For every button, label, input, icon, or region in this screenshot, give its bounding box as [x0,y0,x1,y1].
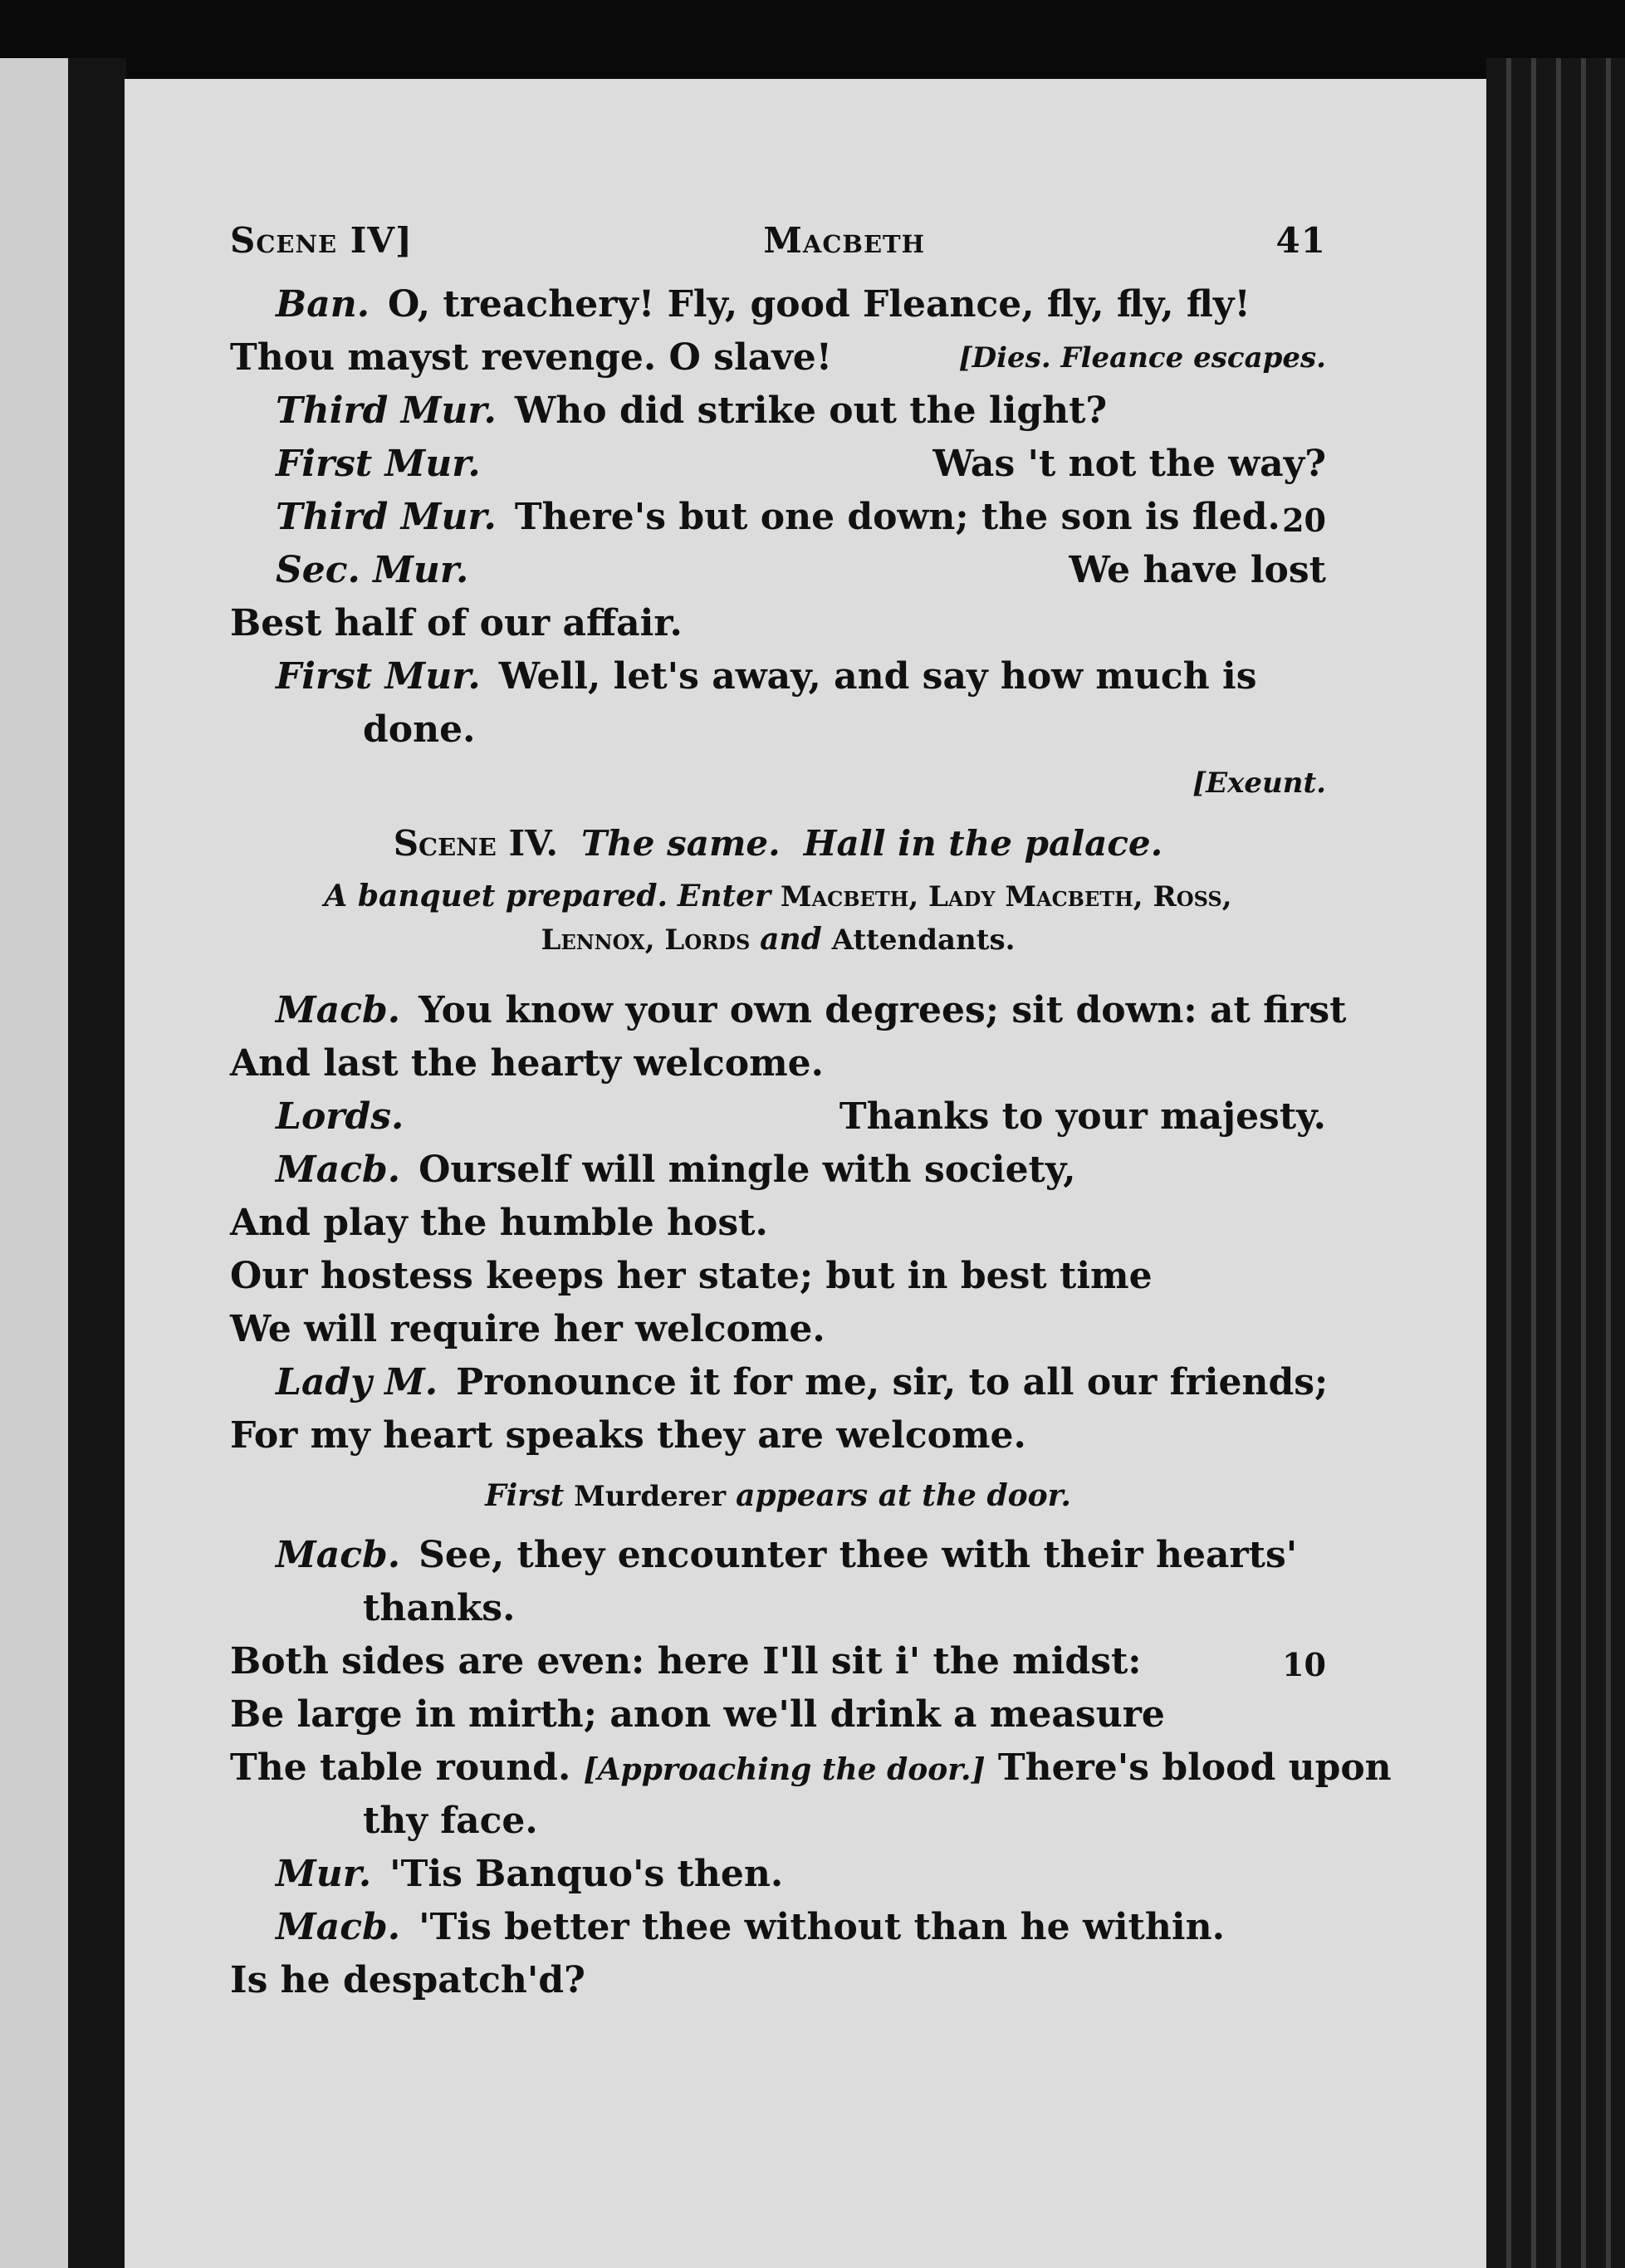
verse-line [230,1303,1326,1356]
verse-text: The table round. [230,1746,571,1789]
verse-text: Our hostess keeps her state; but in best time [230,1255,1153,1297]
verse-line [230,1582,1326,1635]
verse-text: See, they encounter thee with their hearts' [418,1534,1298,1576]
verse-line [230,385,1326,438]
verse-text: Who did strike out the light? [514,389,1108,432]
speaker-name: Macb. [276,989,401,1031]
verse-line [230,650,1326,703]
speaker-name: Lords. [276,1095,404,1138]
verse-line [230,491,1326,544]
verse-line [230,1688,1326,1741]
stage-direction: [Exeunt. [1192,767,1326,800]
verse-line [230,438,1326,491]
running-header [230,220,1326,278]
spacer [230,961,1326,984]
verse-line [230,703,1326,757]
verse-text: There's blood upon [997,1746,1392,1789]
verse-text: Pronounce it for me, sir, to all our friends; [456,1361,1329,1403]
page-text [230,220,1392,2007]
verse-line [230,1635,1326,1688]
speaker-name: Mur. [276,1853,372,1895]
verse-text: Ourself will mingle with society, [418,1149,1076,1191]
verse-text: There's but one down; the son is fled. [514,496,1280,538]
scene-label: Scene IV. [393,823,558,864]
stage-direction: [Approaching the door.] [583,1752,986,1787]
entry-names: Macbeth, Lady Macbeth, Ross, [780,880,1232,914]
verse-text: You know your own degrees; sit down: at first [418,989,1347,1031]
verse-line [230,1741,1392,1795]
verse-line [230,984,1347,1037]
entry-and: and [760,922,822,957]
verse-text: Well, let's away, and say how much is [498,655,1257,698]
verse-text: And last the hearty welcome. [230,1042,824,1085]
speaker-name: Ban. [276,283,370,326]
verse-text: Was 't not the way? [932,443,1326,485]
line-number: 20 [1282,502,1326,539]
book-gutter [68,58,126,2268]
verse-line [230,1848,1326,1901]
verse-text: done. [363,708,476,751]
entry-names: Attendants. [831,923,1016,957]
verse-text: 'Tis Banquo's then. [389,1853,784,1895]
entry-direction [230,918,1326,961]
stage-direction: First [485,1478,565,1513]
page-number: 41 [1275,220,1326,261]
verse-text: thy face. [363,1800,538,1842]
line-number: 10 [1282,1646,1326,1683]
verse-text: Thanks to your majesty. [839,1095,1326,1138]
stage-direction: appears at the door. [736,1478,1071,1513]
verse-line [230,544,1326,597]
speaker-name: Macb. [276,1149,401,1191]
verse-text: For my heart speaks they are welcome. [230,1414,1026,1457]
verse-text: thanks. [363,1587,516,1629]
stage-direction-line [230,757,1326,810]
verse-line [230,1250,1326,1303]
header-title: Macbeth [763,220,926,261]
verse-line [230,1037,1326,1090]
verse-text: Is he despatch'd? [230,1959,585,2001]
header-scene: Scene IV] [230,220,413,261]
stage-direction: [Dies. Fleance escapes. [958,341,1326,375]
scene-place: Hall in the palace. [803,823,1163,864]
speaker-name: Macb. [276,1534,401,1576]
verse-line [230,1795,1326,1848]
verse-text: Best half of our affair. [230,602,683,644]
verse-line [230,331,1326,385]
verse-line [230,1529,1326,1582]
speaker-name: Macb. [276,1906,401,1948]
verse-line [230,1409,1326,1462]
entry-direction [230,874,1326,918]
speaker-name: Lady M. [276,1361,438,1403]
verse-text: And play the humble host. [230,1202,768,1244]
verse-line [230,1197,1326,1250]
verse-line [230,597,1326,650]
verse-text: Both sides are even: here I'll sit i' the midst: [230,1640,1142,1683]
speaker-name: First Mur. [276,655,481,698]
verse-line [230,1356,1329,1409]
verse-line [230,1144,1326,1197]
entry-prefix: A banquet prepared. [324,879,668,914]
verse-line [230,1901,1326,1954]
scene-heading [230,813,1326,874]
verse-text: 'Tis better thee without than he within. [418,1906,1225,1948]
entry-enter: Enter [677,879,771,914]
speaker-name: First Mur. [276,443,481,485]
speaker-name: Third Mur. [276,389,497,432]
stage-direction: Murderer [574,1480,727,1513]
speaker-name: Third Mur. [276,496,497,538]
verse-text: We will require her welcome. [230,1308,825,1350]
verse-text: Be large in mirth; anon we'll drink a measure [230,1693,1165,1736]
verse-line [230,1954,1326,2007]
stage-direction-line [230,1462,1326,1529]
verse-line [230,278,1326,331]
book-page-edges [1486,58,1625,2268]
speaker-name: Sec. Mur. [276,549,469,591]
scene-place: The same. [580,823,781,864]
verse-text: O, treachery! Fly, good Fleance, fly, fly, fly! [388,283,1251,326]
verse-text: Thou mayst revenge. O slave! [230,336,833,379]
verse-text: We have lost [1069,549,1326,591]
verse-line [230,1090,1326,1144]
book-top-edge [0,0,1625,79]
entry-names: Lennox, Lords [541,923,751,957]
